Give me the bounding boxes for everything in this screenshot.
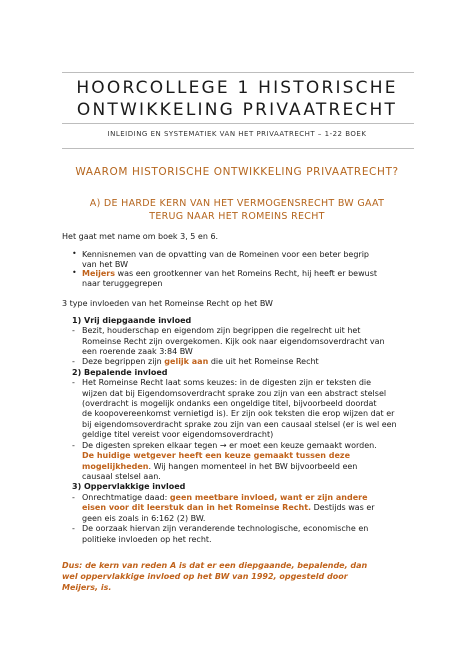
bullet-2-text: was een grootkenner van het Romeins Recht, hij heeft er bewust	[115, 269, 377, 278]
dash-marker: -	[72, 357, 75, 366]
conclusion-line-2: wel oppervlakkige invloed op het BW van 1992, opgesteld door	[62, 572, 348, 581]
section-3-line-1	[82, 493, 368, 503]
section-3-line-5: politieke invloeden op het recht.	[82, 535, 212, 544]
bullet-1-line-1: Kennisnemen van de opvatting van de Romeinen voor een beter begrip	[82, 250, 370, 259]
section-2-line-9	[82, 462, 357, 472]
emphasis-gelijk-aan: gelijk aan	[164, 357, 209, 366]
subtitle-rule	[62, 148, 414, 149]
page-title-line-1: HOORCOLLEGE 1 HISTORISCHE	[76, 78, 398, 98]
dash-marker: -	[72, 326, 75, 335]
emphasis-eisen: eisen voor dit leerstuk dan in het Romeinse Recht.	[82, 503, 312, 512]
text-span: . Wij hangen momenteel in het BW bijvoorbeeld een	[148, 462, 358, 471]
meijers-name: Meijers	[82, 269, 116, 278]
conclusion-line-1: Dus: de kern van reden A is dat er een diepgaande, bepalende, dan	[62, 561, 368, 570]
section-3-line-3: geen eis zoals in 6:162 (2) BW.	[82, 514, 206, 523]
heading-2	[0, 197, 474, 223]
dash-marker: -	[72, 441, 75, 450]
dash-marker: -	[72, 493, 75, 502]
text-span: Deze begrippen zijn	[82, 357, 165, 366]
section-1-line-1: Bezit, houderschap en eigendom zijn begrippen die regelrecht uit het	[82, 326, 361, 335]
emphasis-geen-invloed: geen meetbare invloed, want er zijn andere	[169, 493, 368, 502]
section-2-line-3: (overdracht is mogelijk ondanks een ongeldige titel, bijvoorbeeld doordat	[82, 399, 377, 408]
title-rule	[62, 123, 414, 124]
heading-2-line-1: A) DE HARDE KERN VAN HET VERMOGENSRECHT BW GAAT	[89, 198, 385, 209]
section-2-line-2: wijzen dat bij Eigendomsoverdracht sprake zou zijn van een abstract stelsel	[82, 389, 387, 398]
page-title-line-2: ONTWIKKELING PRIVAATRECHT	[76, 100, 398, 120]
section-3-line-2	[82, 503, 375, 513]
section-2-line-10: causaal stelsel aan.	[82, 472, 161, 481]
top-rule	[62, 72, 414, 73]
bullet-2-line-2: naar teruggegrepen	[82, 279, 163, 288]
section-3-line-4: De oorzaak hiervan zijn veranderende technologische, economische en	[82, 524, 369, 533]
section-2-heading: 2) Bepalende invloed	[72, 368, 168, 377]
section-3-heading: 3) Oppervlakkige invloed	[72, 482, 186, 491]
section-1-heading: 1) Vrij diepgaande invloed	[72, 316, 192, 325]
section-2-line-8: De huidige wetgever heeft een keuze gemaakt tussen deze	[82, 451, 351, 460]
section-2-line-1: Het Romeinse Recht laat soms keuzes: in de digesten zijn er teksten die	[82, 378, 372, 387]
bullet-1-line-2: van het BW	[82, 260, 129, 269]
bullet-icon: •	[72, 249, 77, 258]
section-2-line-4: de koopovereenkomst vernietigd is). Er zijn ook teksten die erop wijzen dat er	[82, 409, 395, 418]
section-1-line-4	[82, 357, 319, 367]
page-subtitle: INLEIDING EN SYSTEMATIEK VAN HET PRIVAATRECHT – 1-22 BOEK	[107, 130, 367, 138]
dash-marker: -	[72, 378, 75, 387]
types-intro: 3 type invloeden van het Romeinse Recht op het BW	[62, 299, 273, 308]
bullet-icon: •	[72, 268, 77, 277]
section-2-line-5: bij eigendomsoverdracht sprake zou zijn van een causaal stelsel (er is wel een	[82, 420, 397, 429]
text-span: Onrechtmatige daad:	[82, 493, 170, 502]
bullet-2-line-1	[82, 269, 377, 279]
text-span: Destijds was er	[311, 503, 375, 512]
heading-2-line-2: TERUG NAAR HET ROMEINS RECHT	[149, 211, 325, 222]
heading-1: WAAROM HISTORISCHE ONTWIKKELING PRIVAATRECHT?	[75, 166, 399, 178]
section-1-line-3: een roerende zaak 3:84 BW	[82, 347, 193, 356]
conclusion-line-3: Meijers, is.	[62, 583, 112, 592]
intro-paragraph: Het gaat met name om boek 3, 5 en 6.	[62, 232, 219, 241]
section-2-line-6: geldige titel vereist voor eigendomsoverdracht)	[82, 430, 274, 439]
dash-marker: -	[72, 524, 75, 533]
emphasis-mogelijkheden: mogelijkheden	[82, 462, 149, 471]
text-span: die uit het Romeinse Recht	[208, 357, 319, 366]
section-2-line-7: De digesten spreken elkaar tegen → er moet een keuze gemaakt worden.	[82, 441, 377, 450]
section-1-line-2: Romeinse Recht zijn overgekomen. Kijk ook naar eigendomsoverdracht van	[82, 337, 385, 346]
